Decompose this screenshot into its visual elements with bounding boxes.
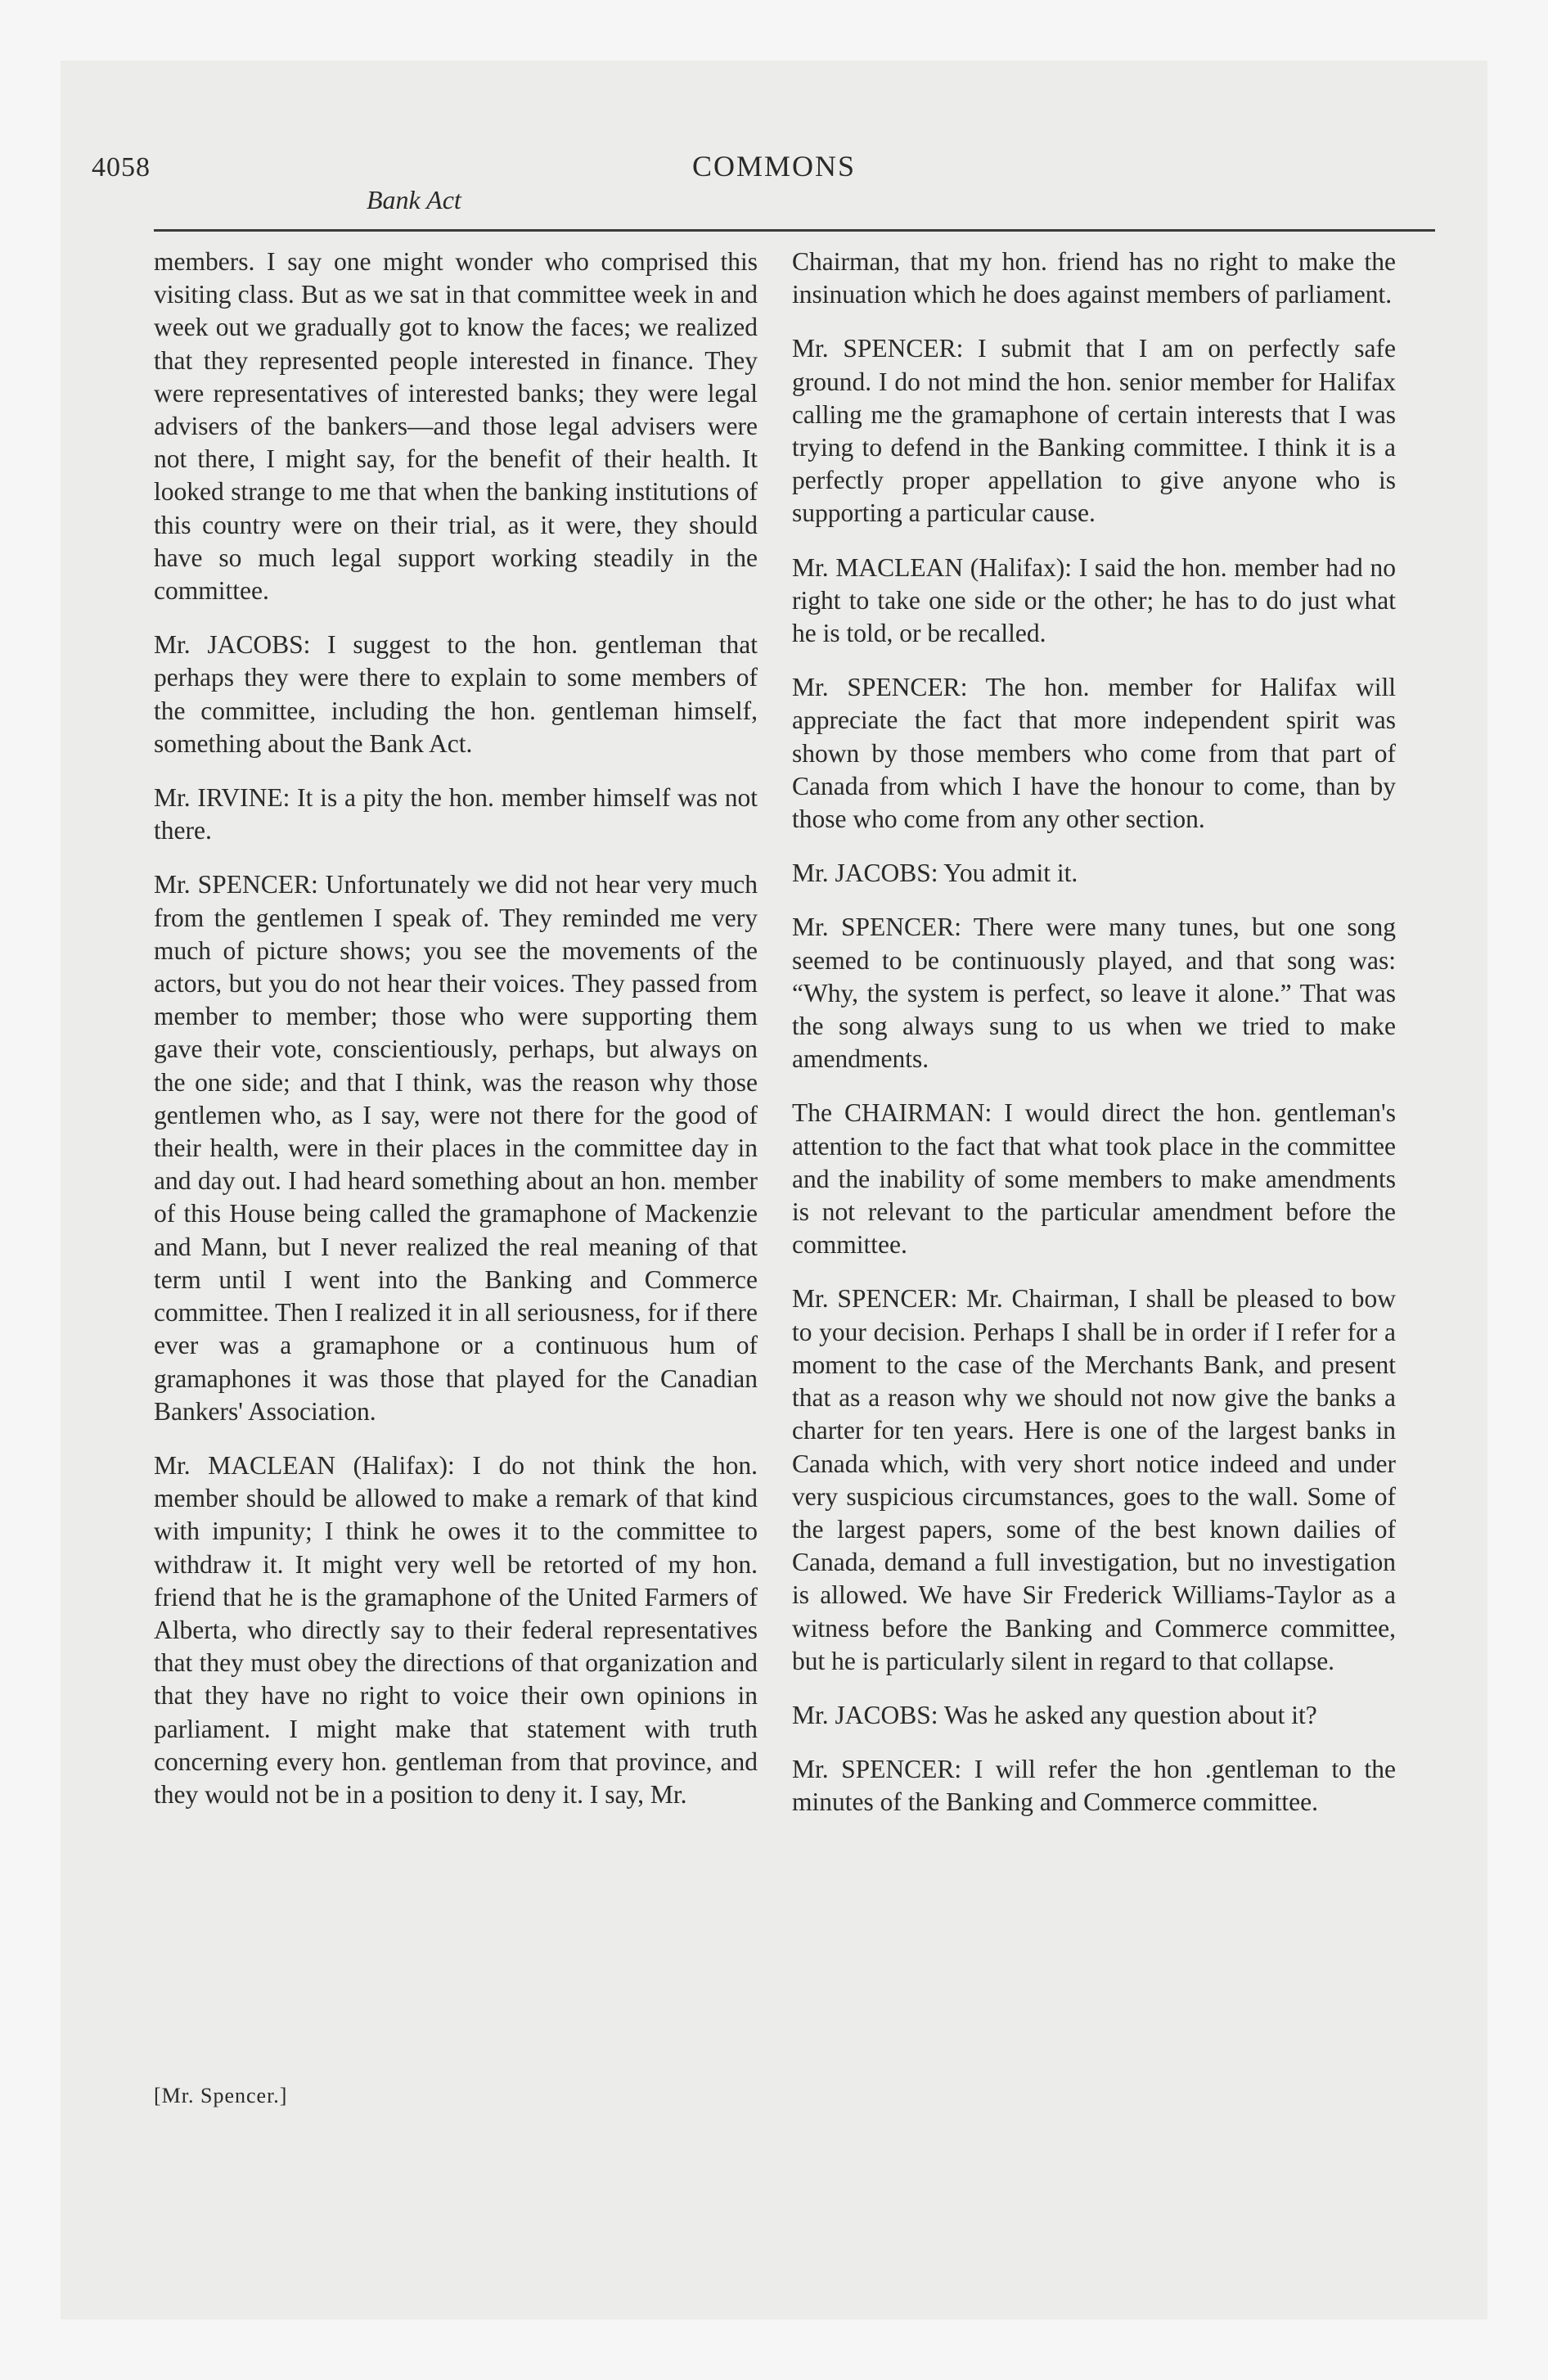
paragraph: Mr. JACOBS: Was he asked any question about it? xyxy=(792,1700,1317,1729)
running-head: Bank Act xyxy=(367,185,461,214)
paragraph: Mr. SPENCER: Unfortunately we did not hear very much from the gentlemen I speak of. They reminded me very much of picture shows; you see the movements of the actors, but you do not hear their voices. They passed from member to member; those who were supporting them gave their vote, conscientiously, perhaps, but always on the one side; and that I think, was the reason why those gentlemen who, as I say, were not there for the good of their health, were in their places in the committee day in and day out. I had heard something about an hon. member of this House being called the gramaphone of Mackenzie and Mann, but I never realized the real meaning of that term until I went into the Banking and Commerce committee. Then I realized it in all seriousness, for if there ever was a gramaphone or a continuous hum of gramaphones it was those that played for the Canadian Bankers' Association. xyxy=(154,870,758,1426)
paragraph: Chairman, that my hon. friend has no right to make the insinuation which he does against members of parliament. xyxy=(792,247,1396,309)
paragraph: Mr. IRVINE: It is a pity the hon. member himself was not there. xyxy=(154,783,758,845)
paragraph: The CHAIRMAN: I would direct the hon. gentleman's attention to the fact that what took place in the committee and the inability of some members to make amendments is not relevant to the particular amendment before the committee. xyxy=(792,1098,1396,1260)
paragraph: Mr. SPENCER: Mr. Chairman, I shall be pleased to bow to your decision. Perhaps I shall be in order if I refer for a moment to the case of the Merchants Bank, and present that as a reason why we should not now give the banks a charter for ten years. Here is one of the largest banks in Canada which, with very short notice indeed and under very suspicious circumstances, goes to the wall. Some of the largest papers, some of the best known dailies of Canada, demand a full investigation, but no investigation is allowed. We have Sir Frederick Williams-Taylor as a witness before the Banking and Commerce committee, but he is particularly silent in regard to that collapse. xyxy=(792,1284,1396,1675)
section-title: COMMONS xyxy=(691,150,857,183)
left-column xyxy=(154,246,758,1832)
paragraph: Mr. SPENCER: The hon. member for Halifax will appreciate the fact that more independent spirit was shown by those members who come from that part of Canada from which I have the honour to come, than by those who come from any other section. xyxy=(792,673,1396,834)
header-rule xyxy=(154,229,1435,232)
paragraph: Mr. JACOBS: I suggest to the hon. gentleman that perhaps they were there to explain to some members of the committee, including the hon. gentleman himself, something about the Bank Act. xyxy=(154,630,758,758)
paragraph: Mr. SPENCER: There were many tunes, but one song seemed to be continuously played, and that song was: “Why, the system is perfect, so leave it alone.” That was the song always sung to us when we tried to make amendments. xyxy=(792,913,1396,1074)
paragraph: Mr. MACLEAN (Halifax): I do not think the hon. member should be allowed to make a remark of that kind with impunity; I think he owes it to the committee to withdraw it. It might very well be retorted of my hon. friend that he is the gramaphone of the United Farmers of Alberta, who directly say to their federal representatives that they must obey the directions of that organization and that they have no right to voice their own opinions in parliament. I might make that statement with truth concerning every hon. gentleman from that province, and they would not be in a position to deny it. I say, Mr. xyxy=(154,1450,758,1809)
paragraph: members. I say one might wonder who comprised this visiting class. But as we sat in that committee week in and week out we gradually got to know the faces; we realized that they represented people interested in finance. They were representatives of interested banks; they were legal advisers of the bankers—and those legal advisers were not there, I might say, for the benefit of their health. It looked strange to me that when the banking institutions of this country were on their trial, as it were, they should have so much legal support working steadily in the committee. xyxy=(154,247,758,606)
speaker-footnote: [Mr. Spencer.] xyxy=(154,2084,288,2107)
right-column xyxy=(792,246,1396,1841)
paragraph: Mr. SPENCER: I will refer the hon .gentleman to the minutes of the Banking and Commerce committee. xyxy=(792,1755,1396,1817)
paragraph: Mr. JACOBS: You admit it. xyxy=(792,859,1078,888)
paragraph: Mr. MACLEAN (Halifax): I said the hon. member had no right to take one side or the other; he has to do just what he is told, or be recalled. xyxy=(792,552,1396,648)
paragraph: Mr. SPENCER: I submit that I am on perfectly safe ground. I do not mind the hon. senior member for Halifax calling me the gramaphone of certain interests that I was trying to defend in the Banking committee. I think it is a perfectly proper appellation to give anyone who is supporting a particular cause. xyxy=(792,334,1396,528)
page-number: 4058 xyxy=(92,152,151,183)
